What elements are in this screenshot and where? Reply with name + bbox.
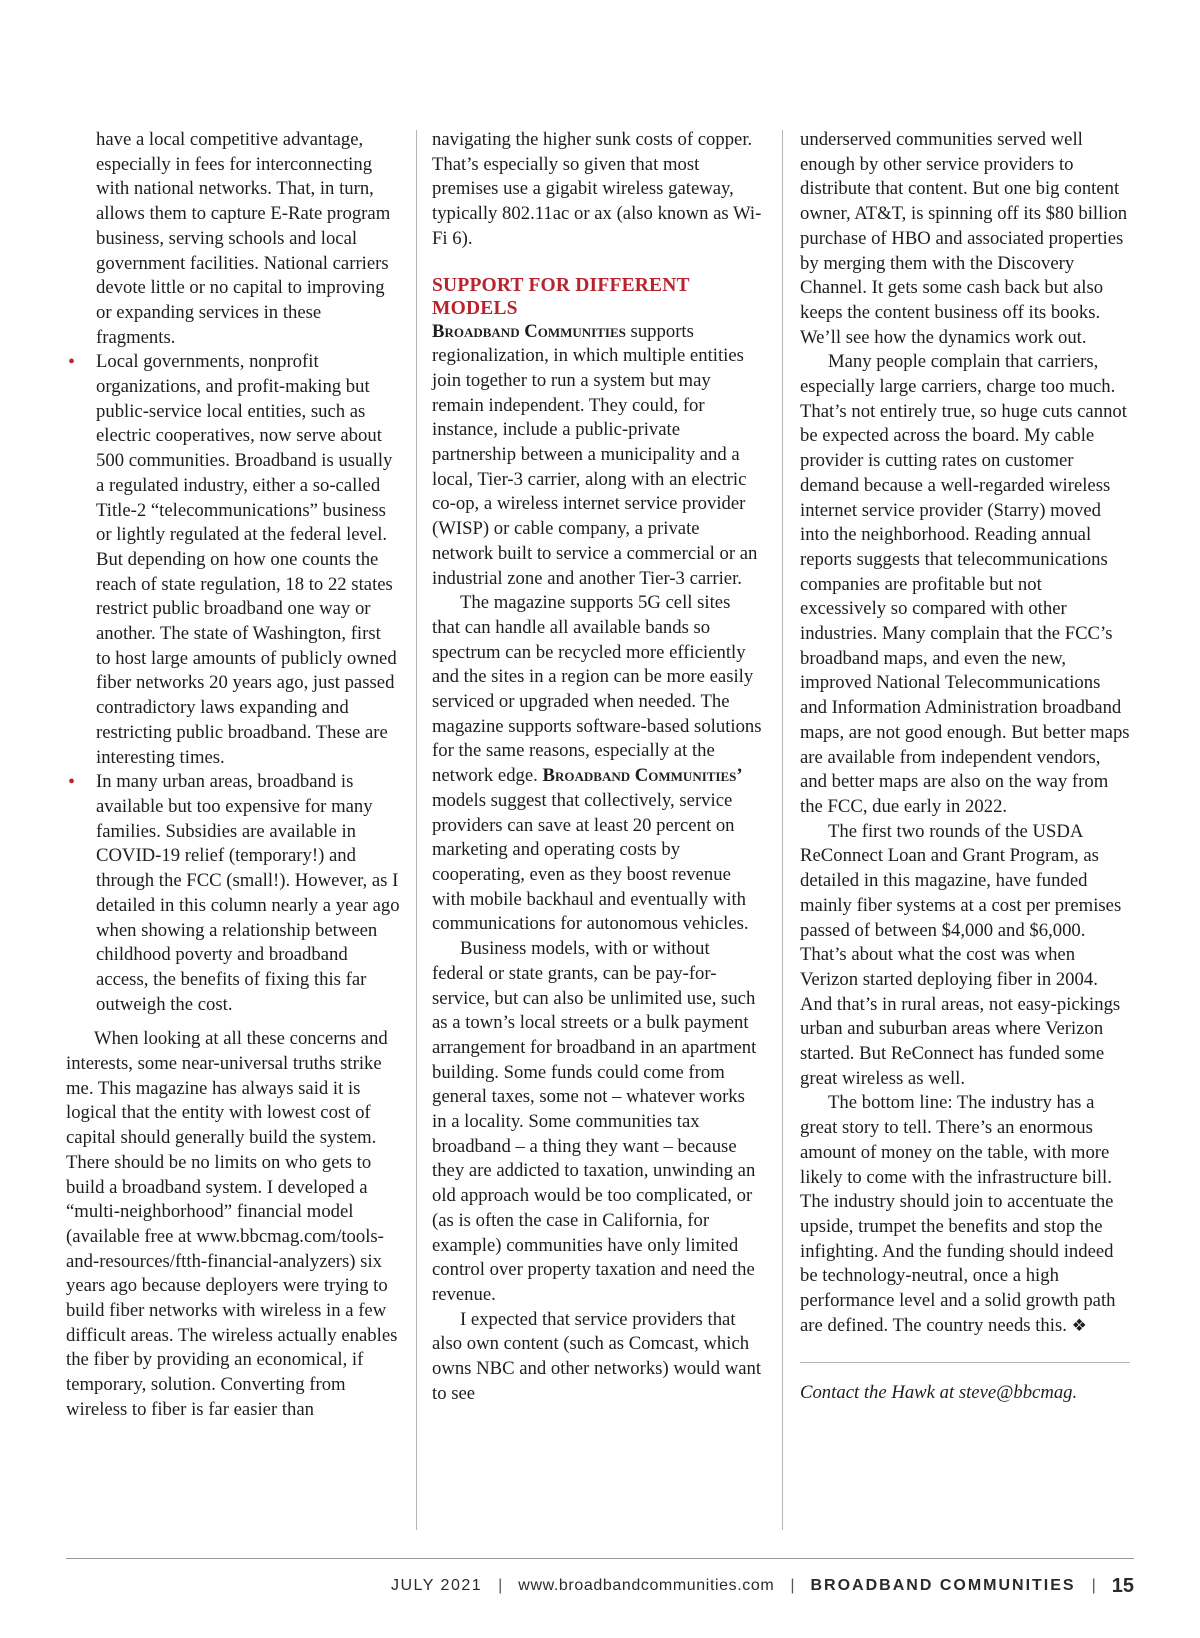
paragraph: navigating the higher sunk costs of copper. That’s especially so given that most premises use a gigabit wireless gateway, typically 802.11ac or ax (also known as Wi-Fi 6). (432, 129, 762, 249)
separator: | (1091, 1577, 1096, 1594)
list-item (96, 770, 400, 1017)
list-item (96, 350, 400, 770)
column-3 (800, 128, 1130, 1406)
paragraph (432, 591, 762, 937)
end-mark-icon: ❖ (1071, 1315, 1087, 1336)
paragraph: When looking at all these concerns and interests, some near-universal truths strike me. This magazine has always said it is logical that the entity with lowest cost of capital should generally build the system. There should be no limits on who gets to build a broadband system. I developed a “multi-neighborhood” financial model (available free at www.bbcmag.com/tools-and-resources/ftth-financial-analyzers) six years ago because deployers were trying to build fiber networks with wireless in a few difficult areas. The wireless actually enables the fiber by providing an economical, if temporary, solution. Converting from wireless to fiber is far easier than (66, 1028, 398, 1420)
issue-date: JULY 2021 (390, 1577, 483, 1594)
text: supports regionalization, in which multiple entities join together to run a system but may remain independent. They could, for instance, include a public-private partnership between a municipality and a local, Tier-3 carrier, along with an electric co-op, a wireless internet service provider (WISP) or cable company, a private network built to service a commercial or an industrial zone and another Tier-3 carrier. (432, 320, 758, 589)
text: models suggest that collectively, service providers can save at least 20 percent on marketing and operating costs by cooperating, even as they boost revenue with mobile backhaul and eventually with communications for autonomous vehicles. (432, 789, 749, 935)
paragraph: Business models, with or without federal or state grants, can be pay-for-service, but can also be unlimited use, such as a town’s local streets or a bulk payment arrangement for broadband in an apartment building. Some funds could come from general taxes, some not – whatever works in a locality. Some communities tax broadband – a thing they want – because they are addicted to taxation, unwinding an old approach would be too complicated, or (as is often the case in California, for example) communities have only limited control over property taxation and need the revenue. (432, 938, 757, 1305)
brand-name: Broadband Communities (432, 320, 626, 342)
column-2 (432, 128, 762, 1406)
paragraph (800, 1091, 1130, 1338)
paragraph: I expected that service providers that also own content (such as Comcast, which owns NBC and other networks) would want to see (432, 1308, 762, 1404)
list-item-continued (96, 128, 400, 350)
separator: | (790, 1577, 795, 1594)
page-footer (391, 1574, 1134, 1598)
column-divider (782, 130, 783, 1530)
bullet-list (66, 128, 400, 1017)
paragraph (432, 320, 762, 592)
paragraph: Many people complain that carriers, especially large carriers, charge too much. That’s not entirely true, so huge cuts cannot be expected across the board. My cable provider is cutting rates on customer demand because a well-regarded wireless internet service provider (Starry) moved into the neighborhood. Reading annual reports suggests that telecommunications companies are profitable but not excessively so compared with other industries. Many complain that the FCC’s broadband maps, and even the new, improved National Telecommunications and Information Administration broadband maps, are not good enough. But better maps are available from independent vendors, and better maps are also on the way from the FCC, due early in 2022. (800, 351, 1130, 817)
text: The magazine supports 5G cell sites that can handle all available bands so spectrum can be recycled more efficiently and the sites in a region can be more easily serviced or upgraded when needed. The magazine supports software-based solutions for the same reasons, especially at the network edge. (432, 592, 762, 787)
website-link[interactable]: www.broadbandcommunities.com (518, 1577, 775, 1594)
footer-divider (66, 1558, 1134, 1559)
section-heading: SUPPORT FOR DIFFERENT MODELS (432, 274, 690, 319)
divider (800, 1362, 1130, 1363)
paragraph: The first two rounds of the USDA ReConnect Loan and Grant Program, as detailed in this magazine, have funded mainly fiber systems at a cost per premises passed of between $4,000 and $6,000. That’s about what the cost was when Verizon started deploying fiber in 2004. And that’s in rural areas, not easy-pickings urban and suburban areas where Verizon started. But ReConnect has funded some great wireless as well. (800, 820, 1122, 1089)
contact-line: Contact the Hawk at steve@bbcmag. (800, 1382, 1078, 1404)
column-1 (66, 128, 400, 1423)
page-number: 15 (1111, 1574, 1134, 1597)
column-divider (416, 130, 417, 1530)
paragraph: In many urban areas, broadband is available but too expensive for many families. Subsidies are available in COVID-19 relief (temporary!) and through the FCC (small!). However, as I detailed in this column nearly a year ago when showing a relationship between childhood poverty and broadband access, the benefits of fixing this far outweigh the cost. (96, 771, 400, 1015)
paragraph: Local governments, nonprofit organizations, and profit-making but public-service local entities, such as electric cooperatives, now serve about 500 communities. Broadband is usually a regulated industry, either a so-called Title-2 “telecommunications” business or lightly regulated at the federal level. But depending on how one counts the reach of state regulation, 18 to 22 states restrict public broadband one way or another. The state of Washington, first to host large amounts of publicly owned fiber networks 20 years ago, just passed contradictory laws expanding and restricting public broadband. These are interesting times. (96, 351, 397, 768)
text: The bottom line: The industry has a great story to tell. There’s an enormous amount of money on the table, with more likely to come with the infrastructure bill. The industry should join to accentuate the upside, trumpet the benefits and stop the infighting. And the funding should indeed be technology-neutral, once a high performance level and a solid growth path are defined. The country needs this. (800, 1092, 1116, 1336)
separator: | (498, 1577, 503, 1594)
brand-name: Broadband Communities’ (542, 765, 743, 787)
magazine-name: BROADBAND COMMUNITIES (810, 1577, 1076, 1594)
paragraph: underserved communities served well enough by other service providers to distribute that content. But one big content owner, AT&T, is spinning off its $80 billion purchase of HBO and associated properties by merging them with the Discovery Channel. It gets some cash back but also keeps the content business off its books. We’ll see how the dynamics work out. (800, 129, 1128, 348)
paragraph: have a local competitive advantage, especially in fees for interconnecting with national networks. That, in turn, allows them to capture E-Rate program business, serving schools and local government facilities. National carriers devote little or no capital to improving or expanding services in these fragments. (96, 129, 391, 348)
